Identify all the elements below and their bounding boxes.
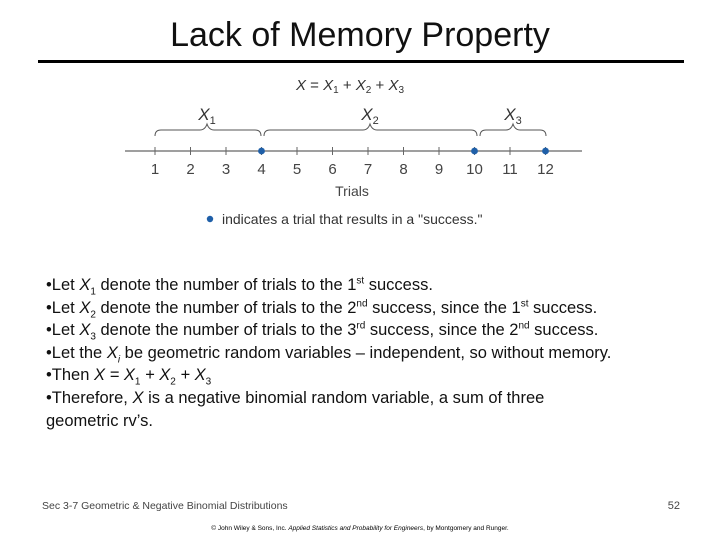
- tick-label-10: 10: [466, 161, 483, 178]
- brace-x2: [264, 124, 477, 136]
- bullet-sum-equation: •Then $X = X_1 + X_2 + X_3$: [46, 366, 212, 388]
- tick-label-6: 6: [328, 161, 337, 178]
- tick-group: [151, 147, 554, 178]
- tick-label-3: 3: [221, 161, 231, 178]
- bullet-x2-definition: •Let $X_2$ denote the number of trials to the 2nd success, since the 1st success.: [46, 298, 598, 320]
- diagram-equation: $X = X_1 + X_2 + X_3$: [295, 77, 405, 96]
- bullet-x1-definition: •Let $X_1$ denote the number of trials to the 1st success.: [46, 275, 433, 298]
- brace-label-x2: $X_2$: [361, 105, 379, 127]
- page-number: 52: [667, 500, 680, 512]
- tick-label-1: 1: [150, 161, 160, 178]
- brace-label-x1: $X_1$: [198, 105, 216, 127]
- tick-label-4: 4: [257, 161, 266, 178]
- trials-diagram: [0, 66, 720, 236]
- success-dot-trial-10: [471, 148, 478, 155]
- tick-label-9: 9: [434, 161, 444, 178]
- title-underline: [38, 60, 684, 63]
- brace-x3: [480, 124, 546, 136]
- tick-label-12: 12: [537, 161, 554, 178]
- legend-text: indicates a trial that results in a "success.": [222, 211, 483, 227]
- copyright-notice: © John Wiley & Sons, Inc. Applied Statistics and Probability for Engineers, by Montgomery and Runger.: [211, 525, 509, 532]
- bullet-geometric-independence: •Let the $X_i$ be geometric random variables – independent, so without memory.: [46, 343, 612, 366]
- bullet-negative-binomial-cont: geometric rv’s.: [46, 411, 153, 430]
- tick-label-5: 5: [292, 161, 302, 178]
- brace-x1: [155, 124, 261, 136]
- bullet-negative-binomial: •Therefore, X is a negative binomial random variable, a sum of three: [46, 388, 545, 407]
- legend-dot: [207, 216, 213, 222]
- tick-label-2: 2: [186, 161, 195, 178]
- axis-label: Trials: [335, 183, 369, 199]
- bullet-list: [46, 274, 706, 432]
- bullet-x3-definition: •Let $X_3$ denote the number of trials to the 3rd success, since the 2nd success.: [46, 320, 599, 343]
- success-dot-trial-4: [258, 148, 265, 155]
- tick-label-11: 11: [502, 161, 518, 178]
- footer-section: Sec 3-7 Geometric & Negative Binomial Distributions: [42, 500, 288, 512]
- success-dot-trial-12: [542, 148, 549, 155]
- slide-title: Lack of Memory Property: [170, 16, 550, 54]
- tick-label-7: 7: [363, 161, 373, 178]
- brace-label-x3: $X_3$: [504, 105, 522, 127]
- tick-label-8: 8: [399, 161, 408, 178]
